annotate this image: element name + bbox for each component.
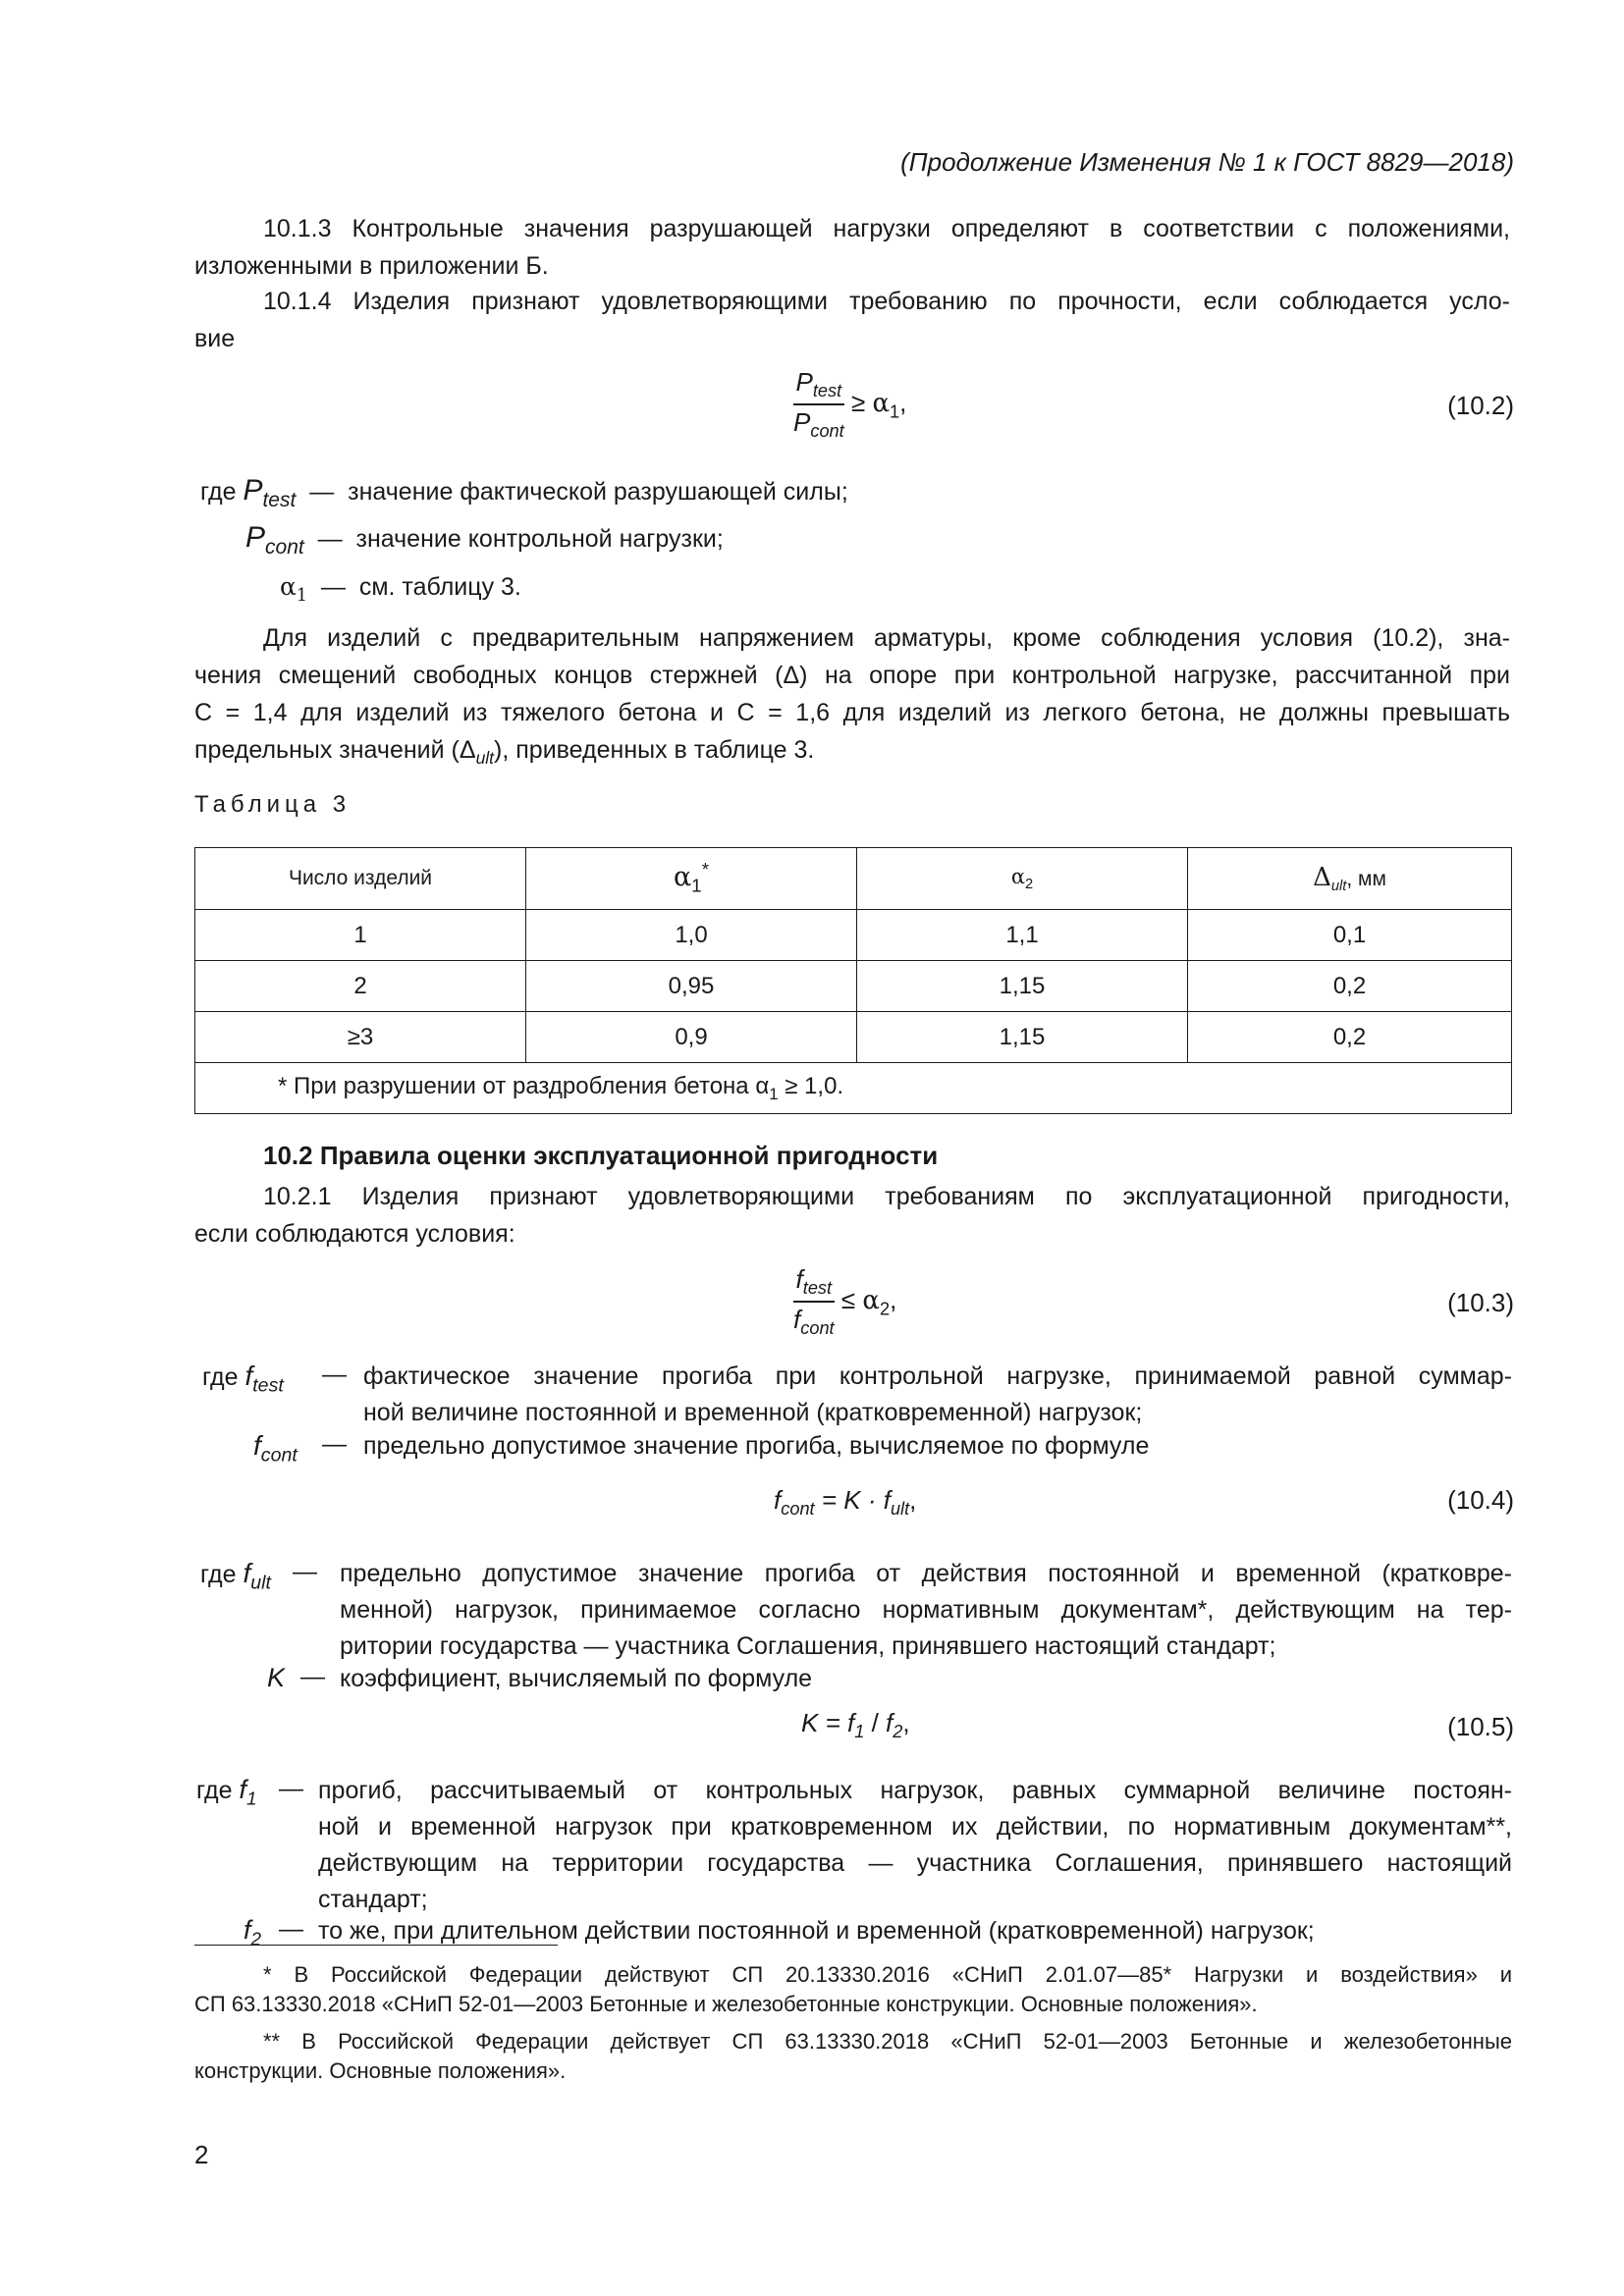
paragraph-line: 10.1.3 Контрольные значения разрушающей нагрузки определяют в соответствии с положениями, bbox=[263, 215, 1510, 242]
where-item bbox=[280, 572, 521, 606]
table-note-row bbox=[195, 1063, 1512, 1114]
dash: — bbox=[322, 1430, 347, 1458]
paragraph-line: если соблюдаются условия: bbox=[194, 1220, 515, 1248]
dash: — bbox=[309, 478, 335, 506]
table-cell: 0,9 bbox=[526, 1012, 857, 1063]
footnote-1: * В Российской Федерации действуют СП 20.13330.2016 «СНиП 2.01.07—85* Нагрузки и воздействия» и СП 63.13330.2018 «СНиП 52-01—2003 Бетонные и железобетонные конструкции. Основные положения». bbox=[194, 1962, 1512, 2016]
variable: $f_{ult}$ bbox=[243, 1558, 271, 1594]
header-cell: Число изделий bbox=[195, 848, 526, 910]
page-header: (Продолжение Изменения № 1 к ГОСТ 8829—2018) bbox=[900, 147, 1514, 177]
paragraph-line: 10.2.1 Изделия признают удовлетворяющими требованиям по эксплуатационной пригодности, bbox=[263, 1183, 1510, 1210]
table-cell: ≥3 bbox=[195, 1012, 526, 1063]
equation-number: (10.2) bbox=[1447, 391, 1514, 420]
variable: $f_{ult}$ bbox=[883, 1485, 910, 1520]
alpha-symbol: α bbox=[862, 1286, 880, 1316]
table-cell: 2 bbox=[195, 961, 526, 1012]
table-label: Таблица 3 bbox=[194, 791, 352, 818]
variable: $f_{cont}$ bbox=[774, 1485, 815, 1520]
formula-10-5 bbox=[801, 1708, 910, 1742]
punctuation: , bbox=[899, 388, 907, 418]
punctuation: , bbox=[909, 1485, 917, 1515]
where-prefix: где bbox=[202, 1363, 239, 1391]
relation-sign: ≥ bbox=[850, 388, 866, 418]
paragraph-10-1-3 bbox=[194, 210, 1510, 285]
paragraph-prestress bbox=[194, 619, 1510, 776]
where-prefix: где bbox=[200, 1561, 237, 1588]
paragraph-line: вие bbox=[194, 325, 236, 352]
footnote-2: ** В Российской Федерации действует СП 63.13330.2018 «СНиП 52-01—2003 Бетонные и железобетонные конструкции. Основные положения». bbox=[194, 2029, 1512, 2083]
paragraph-10-1-4 bbox=[194, 283, 1510, 357]
variable: $\alpha_1$ bbox=[280, 572, 308, 606]
table-cell: 1,1 bbox=[857, 910, 1188, 961]
table-cell: 0,95 bbox=[526, 961, 857, 1012]
table-cell: 0,2 bbox=[1188, 1012, 1512, 1063]
operator: / bbox=[864, 1708, 887, 1737]
where-item bbox=[202, 1361, 284, 1398]
table-header-row bbox=[195, 848, 1512, 910]
fraction bbox=[793, 367, 844, 442]
paragraph-line: 10.1.4 Изделия признают удовлетворяющими требованию по прочности, если соблюдается усло- bbox=[263, 288, 1510, 315]
where-text: предельно допустимое значение прогиба от действия постоянной и временной (кратковре- менной) нагрузок, принимаемое согласно нормативным документам*, действующим на тер- ритории государства — участника Соглашения, принявшего настоящий стандарт; bbox=[340, 1560, 1512, 1660]
punctuation: , bbox=[902, 1708, 910, 1737]
variable: $f_{test}$ bbox=[244, 1361, 284, 1397]
where-text: то же, при длительном действии постоянной и временной (кратковременной) нагрузок; bbox=[318, 1917, 1315, 1945]
dash: — bbox=[317, 525, 343, 553]
table-cell: 0,2 bbox=[1188, 961, 1512, 1012]
subscript: 1 bbox=[890, 401, 900, 422]
paragraph-line: Для изделий с предварительным напряжением арматуры, кроме соблюдения условия (10.2), зна- bbox=[263, 624, 1510, 652]
where-text: коэффициент, вычисляемый по формуле bbox=[340, 1665, 813, 1692]
variable: K = bbox=[801, 1708, 847, 1737]
variable: K bbox=[267, 1663, 286, 1692]
operator: = K · bbox=[814, 1485, 884, 1515]
fraction-numerator: $f_{test}$ bbox=[793, 1264, 835, 1303]
fraction bbox=[793, 1264, 835, 1339]
dash: — bbox=[320, 573, 346, 601]
where-text: фактическое значение прогиба при контрольной нагрузке, принимаемой равной суммар- ной величине постоянной и временной (кратковременной) нагрузок; bbox=[363, 1362, 1512, 1426]
paragraph-line: предельных значений $(\Delta_{ult})$, приведенных в таблице 3. bbox=[194, 736, 815, 768]
where-item bbox=[200, 1558, 271, 1595]
where-item bbox=[267, 1663, 285, 1693]
table-note: * При разрушении от раздробления бетона $\alpha_1 \ge 1,0$. bbox=[195, 1063, 1512, 1114]
where-text: см. таблицу 3. bbox=[358, 573, 521, 601]
where-text: прогиб, рассчитываемый от контрольных нагрузок, равных суммарной величине постоян- ной и временной нагрузок при кратковременном их действии, по нормативным документам**, действующим на территории государства — участника Соглашения, принявшего настоящий стандарт; bbox=[318, 1777, 1512, 1913]
variable: $f_2$ bbox=[886, 1708, 903, 1742]
table-cell: 0,1 bbox=[1188, 910, 1512, 961]
formula-10-3 bbox=[793, 1264, 896, 1339]
dash: — bbox=[293, 1558, 317, 1585]
formula-10-2 bbox=[793, 367, 906, 442]
where-text: значение фактической разрушающей силы; bbox=[348, 478, 848, 506]
table-cell: 1,15 bbox=[857, 961, 1188, 1012]
variable: $f_2$ bbox=[244, 1915, 262, 1950]
where-text: предельно допустимое значение прогиба, вычисляемое по формуле bbox=[363, 1432, 1150, 1460]
where-prefix: где bbox=[200, 478, 237, 506]
header-cell: $\alpha_1^*$ bbox=[526, 848, 857, 910]
table-row bbox=[195, 1012, 1512, 1063]
where-text: значение контрольной нагрузки; bbox=[355, 525, 724, 553]
variable: $f_1$ bbox=[239, 1775, 257, 1810]
where-item bbox=[245, 521, 724, 560]
dash: — bbox=[322, 1361, 347, 1388]
fraction-numerator: $P_{test}$ bbox=[793, 367, 844, 405]
paragraph-10-2-1 bbox=[194, 1178, 1510, 1253]
table-3 bbox=[194, 847, 1512, 1114]
page-number: 2 bbox=[194, 2140, 209, 2169]
where-item bbox=[253, 1430, 298, 1468]
where-item bbox=[196, 1775, 256, 1810]
fraction-denominator: $P_{cont}$ bbox=[793, 407, 844, 442]
punctuation: , bbox=[890, 1285, 897, 1315]
subscript: 2 bbox=[879, 1299, 891, 1319]
variable: $P_{test}$ bbox=[243, 474, 297, 511]
dash: — bbox=[279, 1915, 303, 1943]
table-cell: 1 bbox=[195, 910, 526, 961]
dash: — bbox=[279, 1775, 303, 1802]
paragraph-line: изложенными в приложении Б. bbox=[194, 252, 549, 280]
table-cell: 1,0 bbox=[526, 910, 857, 961]
where-prefix: где bbox=[196, 1777, 233, 1804]
paragraph-line: C = 1,4 для изделий из тяжелого бетона и C = 1,6 для изделий из легкого бетона, не должны превышать bbox=[194, 699, 1510, 726]
dash: — bbox=[300, 1663, 325, 1690]
relation-sign: ≤ bbox=[840, 1285, 856, 1315]
header-cell: $\Delta_{ult}$, мм bbox=[1188, 848, 1512, 910]
fraction-denominator: $f_{cont}$ bbox=[793, 1305, 835, 1339]
paragraph-line: чения смещений свободных концов стержней (Δ) на опоре при контрольной нагрузке, рассчитанной при bbox=[194, 662, 1510, 689]
equation-number: (10.4) bbox=[1447, 1485, 1514, 1515]
footnote-separator bbox=[194, 1945, 558, 1946]
alpha-symbol: α bbox=[872, 389, 891, 419]
variable: $f_1$ bbox=[846, 1708, 865, 1742]
equation-number: (10.3) bbox=[1447, 1288, 1514, 1317]
variable: $f_{cont}$ bbox=[253, 1430, 298, 1467]
table-row bbox=[195, 961, 1512, 1012]
section-title: 10.2 Правила оценки эксплуатационной пригодности bbox=[263, 1141, 939, 1170]
equation-number: (10.5) bbox=[1447, 1712, 1514, 1741]
table-row bbox=[195, 910, 1512, 961]
table-cell: 1,15 bbox=[857, 1012, 1188, 1063]
where-item bbox=[200, 474, 848, 512]
formula-10-4 bbox=[774, 1485, 916, 1520]
header-cell: $\alpha_2$ bbox=[857, 848, 1188, 910]
variable: $P_{cont}$ bbox=[245, 521, 304, 559]
